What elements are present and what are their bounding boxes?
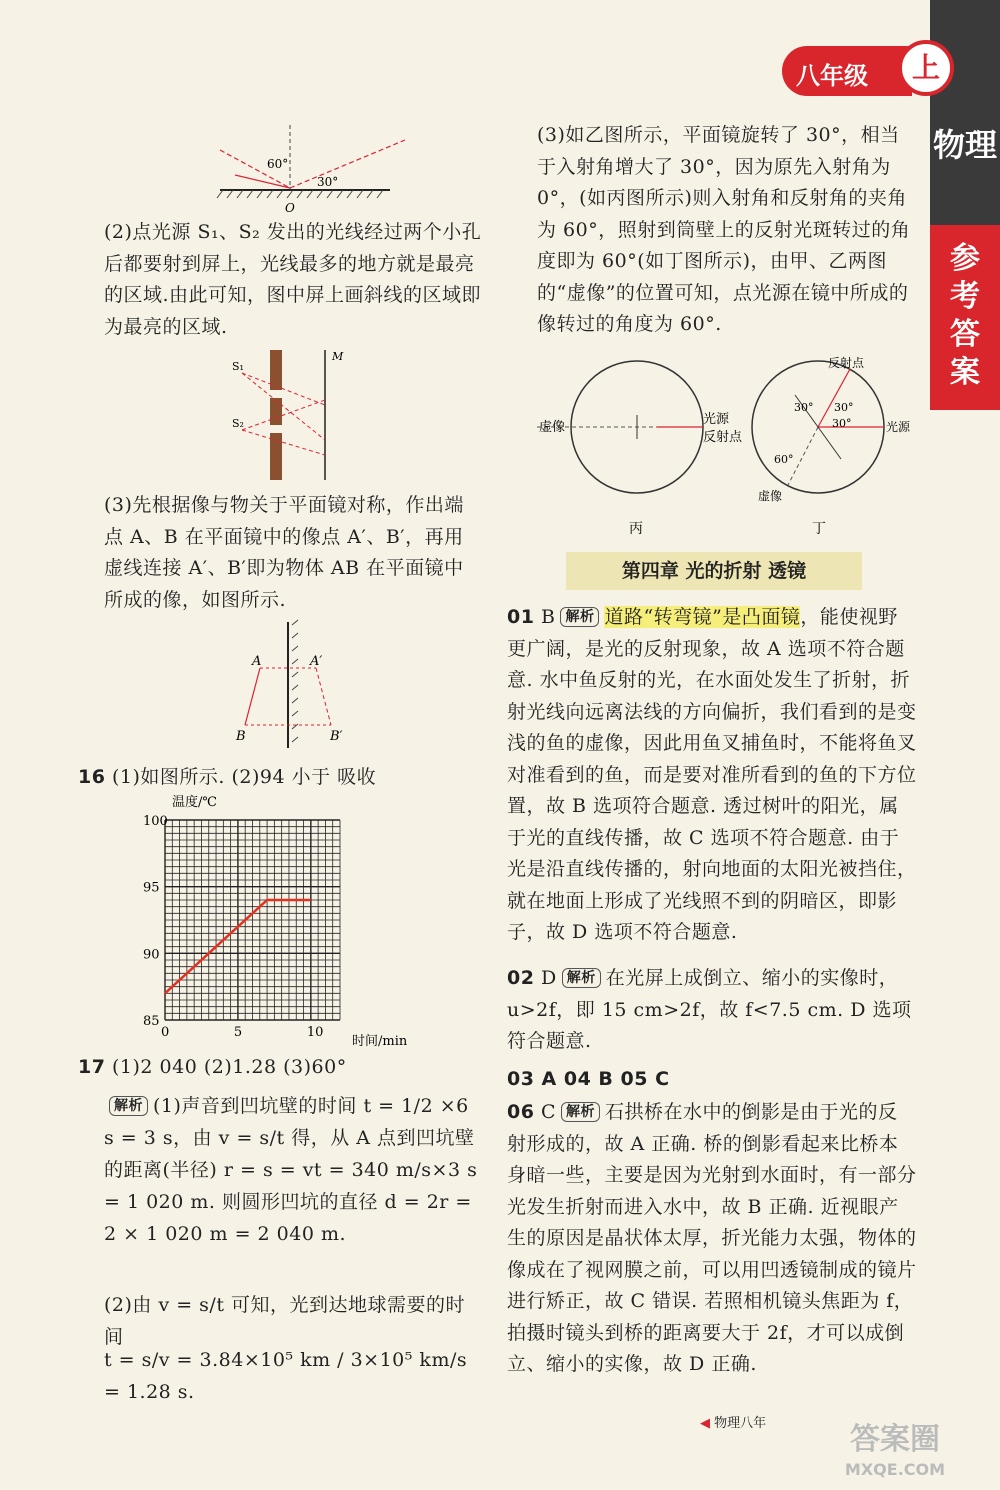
- q17-explanation: [104, 1090, 482, 1250]
- subject-label: 物理: [932, 126, 997, 164]
- mirror-hatch: [217, 190, 383, 198]
- q06-text: 石拱桥在水中的倒影是由于光的反射形成的，故 A 正确. 桥的倒影看起来比桥本身暗一些，主要是因为光射到水面时，有一部分光发生折射而进入水中，故 B 正确. 近视眼产生的原因是晶状体太厚，折光能力太强，物体的像成在了视网膜之前，可以用凹透镜制成的镜片进行矫正，故 C 错误. 若照相机镜头焦距为 f，拍摄时镜头到桥的距离要大于 2f，才可以成倒立、缩小的实像，故 D 正确.: [507, 1101, 917, 1375]
- angle-b-label: 30°: [317, 175, 339, 189]
- chart-xlabel: 时间/min: [352, 1034, 408, 1049]
- section-label: 参考答案: [950, 241, 980, 390]
- q01-highlight: 道路“转弯镜”是凸面镜: [604, 606, 801, 628]
- bing-caption: 丙: [629, 521, 643, 537]
- y-tick-label: 95: [143, 880, 160, 896]
- mirror-hatch: [292, 620, 298, 742]
- bing-source: 光源: [703, 412, 730, 427]
- slit-figure: [230, 345, 360, 485]
- watermark-line2: MXQE.COM: [844, 1460, 946, 1479]
- a2-label: A′: [310, 654, 323, 669]
- question-06: [507, 1097, 917, 1381]
- temperature-chart: [130, 792, 430, 1052]
- bing-virtual: 虚像: [539, 420, 566, 435]
- ding-angle-4: 60°: [774, 453, 794, 466]
- m-label: M: [332, 350, 344, 363]
- ding-reflect: 反射点: [828, 356, 865, 370]
- q01-text: ，能使视野更广阔，是光的反射现象，故 A 选项不符合题意. 水中鱼反射的光，在水面处发生了折射，折射光线向远离法线的方向偏折，我们看到的是变浅的鱼的虚像，因此用鱼叉捕鱼时，不能将鱼叉对准看到的鱼，而是要对准所看到的鱼的下方位置，故 B 选项符合题意. 透过树叶的阳光，属于光的直线传播，故 C 选项不符合题意. 由于光是沿直线传播的，射向地面的太阳光被挡住，就在地面上形成了光线照不到的阴暗区，即影子，故 D 选项不符合题意.: [507, 606, 917, 943]
- questions-03-05: 03 A 04 B 05 C: [507, 1068, 670, 1090]
- q02-number: 02: [507, 967, 535, 989]
- q17-tag: 解析: [109, 1096, 148, 1116]
- barrier: [270, 350, 282, 480]
- section-tab: [930, 225, 1000, 410]
- q17-number: 17: [78, 1056, 106, 1078]
- chart-grid: [165, 820, 340, 1020]
- footer-arrow-icon: ◀: [700, 1416, 710, 1431]
- question-17: [78, 1052, 482, 1084]
- watermark: [820, 1420, 970, 1490]
- q17-p1: (1)声音到凹坑壁的时间 t = 1/2 ×6 s = 3 s，由 v = s/t 得，从 A 点到凹坑壁的距离(半径) r = s = vt = 340 m/s×3 s = 1 020 m. 则圆形凹坑的直径 d = 2r = 2 × 1 020 m = 2 040 m.: [104, 1095, 478, 1245]
- sidebar: [930, 0, 1000, 1490]
- footer-text: 物理八年: [714, 1416, 767, 1431]
- q17-answer: (1)2 040 (2)1.28 (3)60°: [112, 1056, 347, 1078]
- question-16: [78, 762, 482, 794]
- ding-angle-3: 30°: [832, 417, 852, 430]
- image-ab: [316, 668, 331, 725]
- x-tick-label: 10: [306, 1025, 324, 1040]
- s1-label: S₁: [232, 360, 244, 373]
- q02-tag: 解析: [562, 968, 601, 988]
- ding-angle-2: 30°: [834, 401, 854, 414]
- b2-label: B′: [330, 729, 343, 744]
- question-02: [507, 963, 917, 1058]
- q02-text: 在光屏上成倒立、缩小的实像时，u>2f，即 15 cm>2f，故 f<7.5 cm. D 选项符合题意.: [507, 967, 912, 1052]
- s2-label: S₂: [232, 417, 244, 430]
- ding-caption: 丁: [812, 521, 826, 537]
- ding-virtual: 虚像: [758, 489, 783, 503]
- watermark-line1: 答案圈: [850, 1422, 940, 1457]
- ding-source: 光源: [886, 420, 911, 434]
- q06-number: 06: [507, 1101, 535, 1123]
- a-label: A: [252, 654, 262, 669]
- q16-answer: (1)如图所示. (2)94 小于 吸收: [112, 766, 377, 788]
- mirror-ray: [235, 175, 290, 188]
- mirror-image-figure: [230, 620, 360, 750]
- x-tick-label: 5: [233, 1025, 243, 1040]
- question-01: [507, 602, 917, 949]
- grade-badge: [782, 46, 912, 96]
- q01-number: 01: [507, 606, 535, 628]
- answer-3-rotation: (3)如乙图所示，平面镜旋转了 30°，相当于入射角增大了 30°，因为原先入射角为 0°，(如丙图所示)则入射角和反射角的夹角为 60°，照射到筒壁上的反射光斑转过的角度即为 60°(如丁图所示)，由甲、乙两图的“虚像”的位置可知，点光源在镜中所成的像转过的角度为 60°.: [537, 124, 911, 335]
- page-footer: [700, 1412, 766, 1431]
- x-tick-label: 0: [161, 1025, 170, 1040]
- q06-tag: 解析: [561, 1102, 600, 1122]
- ding-angle-1: 30°: [794, 401, 814, 414]
- light-rays: [242, 373, 325, 455]
- q16-number: 16: [78, 766, 106, 788]
- figure-ding: [750, 355, 925, 540]
- chart-ylabel: 温度/℃: [172, 795, 217, 810]
- figure-bing: [537, 355, 743, 540]
- object-ab: [245, 668, 260, 725]
- q06-answer: C: [541, 1101, 557, 1123]
- chapter-title: 第四章 光的折射 透镜: [566, 552, 862, 590]
- slit-2: [270, 425, 282, 433]
- q17-p3: t = s/v = 3.84×10⁵ km / 3×10⁵ km/s = 1.28 s.: [104, 1349, 468, 1403]
- answer-15-2: (2)点光源 S₁、S₂ 发出的光线经过两个小孔后都要射到屏上，光线最多的地方就是最亮的区域.由此可知，图中屏上画斜线的区域即为最亮的区域.: [104, 221, 482, 338]
- grade-label: 八年级: [796, 62, 868, 90]
- b-label: B: [236, 729, 246, 744]
- y-tick-label: 85: [143, 1014, 160, 1029]
- angle-a-label: 60°: [267, 157, 289, 171]
- subject-tab: [930, 0, 1000, 225]
- bing-reflect: 反射点: [703, 430, 743, 445]
- q02-answer: D: [541, 967, 557, 989]
- answer-15-3: (3)先根据像与物关于平面镜对称，作出端点 A、B 在平面镜中的像点 A′、B′，再用虚线连接 A′、B′即为物体 AB 在平面镜中所成的像，如图所示.: [104, 494, 464, 611]
- y-tick-label: 100: [143, 814, 168, 829]
- q01-answer: B: [541, 606, 556, 628]
- point-o-label: O: [285, 201, 295, 215]
- q01-tag: 解析: [560, 607, 599, 627]
- q17-p2: (2)由 v = s/t 可知，光到达地球需要的时间: [104, 1294, 466, 1348]
- y-tick-label: 90: [143, 947, 160, 963]
- grade-circle: 上: [898, 40, 954, 96]
- reflection-figure: [215, 120, 415, 215]
- reflected-ray: [290, 140, 405, 188]
